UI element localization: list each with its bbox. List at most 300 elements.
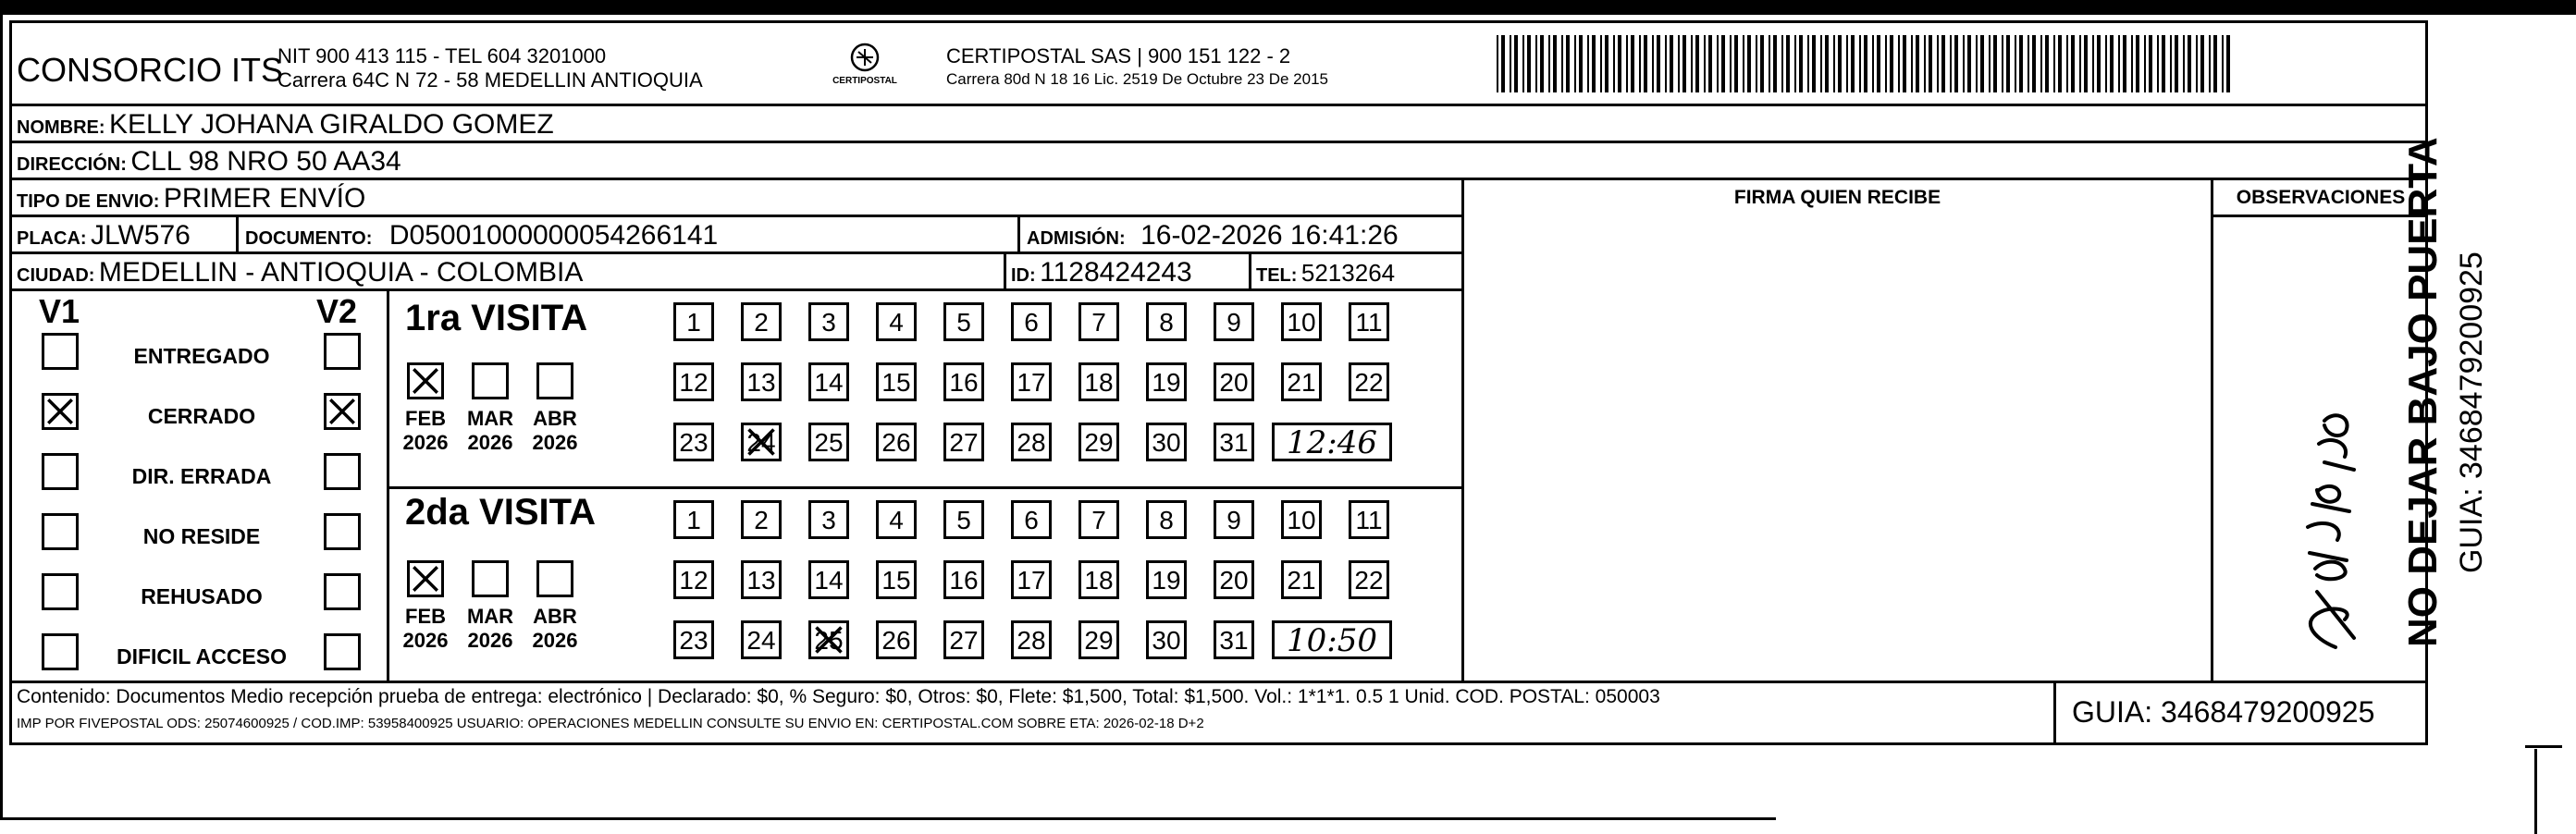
month-label xyxy=(527,605,583,653)
day-number: 2 xyxy=(754,506,769,534)
day-box[interactable] xyxy=(741,560,782,599)
day-box[interactable] xyxy=(1214,560,1254,599)
day-number: 18 xyxy=(1084,566,1114,595)
month-year: 2026 xyxy=(402,431,449,454)
first-visit-label: 1ra VISITA xyxy=(405,298,588,338)
day-box[interactable] xyxy=(1349,500,1389,539)
footer-guia: GUIA: 3468479200925 xyxy=(2072,695,2375,729)
day-number: 30 xyxy=(1152,626,1181,655)
barcode-bar xyxy=(1916,35,1919,92)
day-box[interactable] xyxy=(1349,302,1389,341)
month-name: MAR xyxy=(466,605,514,628)
day-box[interactable] xyxy=(943,423,984,461)
barcode-bar xyxy=(1769,35,1770,92)
barcode-bar xyxy=(2015,35,2016,92)
day-number: 11 xyxy=(1355,308,1383,337)
barcode-bar xyxy=(1929,35,1932,92)
month-label xyxy=(398,407,453,455)
barcode-bar xyxy=(1993,35,1997,92)
check-x-icon xyxy=(327,396,358,427)
barcode-bar xyxy=(1665,35,1667,92)
barcode-bar xyxy=(2123,35,2126,92)
day-number: 21 xyxy=(1287,368,1316,397)
carrier-license: Carrera 80d N 18 16 Lic. 2519 De Octubre 23 De 2015 xyxy=(946,70,1328,88)
v2-checkbox[interactable] xyxy=(324,393,361,430)
day-number: 2 xyxy=(754,308,769,337)
barcode-bar xyxy=(2028,35,2029,92)
company-nit: NIT 900 413 115 - TEL 604 3201000 xyxy=(277,44,607,67)
day-number: 16 xyxy=(949,368,979,397)
day-number: 23 xyxy=(679,428,709,457)
handwriting-strokes xyxy=(2308,415,2354,647)
row-placa xyxy=(17,220,191,251)
day-box[interactable] xyxy=(943,500,984,539)
barcode-bar xyxy=(1652,35,1654,92)
sep-header xyxy=(9,104,2428,106)
status-label: NO RESIDE xyxy=(142,524,261,548)
left-edge-line xyxy=(0,0,3,817)
barcode-bar xyxy=(1704,35,1706,92)
status-label: DIFICIL ACCESO xyxy=(116,644,287,668)
handwritten-time-box[interactable] xyxy=(1272,423,1392,461)
firma-header: FIRMA QUIEN RECIBE xyxy=(1733,187,1941,208)
day-box[interactable] xyxy=(943,362,984,401)
day-box[interactable] xyxy=(876,560,917,599)
barcode-bar xyxy=(1877,35,1880,92)
check-x-icon xyxy=(811,623,846,656)
admision-value: 16-02-2026 16:41:26 xyxy=(1140,220,1399,251)
check-x-icon xyxy=(44,396,76,427)
barcode-bar xyxy=(2006,35,2010,92)
barcode-bar xyxy=(2213,35,2217,92)
documento-label: DOCUMENTO: xyxy=(245,228,373,249)
month-year: 2026 xyxy=(402,629,449,652)
barcode-bar xyxy=(1885,35,1887,92)
barcode-bar xyxy=(1721,35,1725,92)
day-mark xyxy=(744,425,779,459)
documento-value: D05001000000054266141 xyxy=(388,220,719,251)
month-name: ABR xyxy=(533,407,577,430)
handwritten-time: 10:50 xyxy=(1287,622,1377,659)
barcode-bar xyxy=(1872,35,1874,92)
day-number: 14 xyxy=(814,368,844,397)
vsep-id xyxy=(1004,251,1006,288)
day-number: 30 xyxy=(1152,428,1181,457)
barcode-bar xyxy=(1566,35,1570,92)
vsep-status xyxy=(387,288,389,681)
day-box[interactable] xyxy=(1214,302,1254,341)
day-box[interactable] xyxy=(1011,500,1052,539)
tipo-envio-value: PRIMER ENVÍO xyxy=(163,183,366,214)
barcode-bar xyxy=(1691,35,1693,92)
status-label: REHUSADO xyxy=(141,584,263,608)
day-number: 6 xyxy=(1024,506,1039,534)
day-number: 1 xyxy=(686,506,701,534)
barcode-bar xyxy=(2222,35,2224,92)
barcode-bar xyxy=(2188,35,2191,92)
day-number: 9 xyxy=(1226,506,1241,534)
barcode-bar xyxy=(2144,35,2146,92)
month-checkbox[interactable] xyxy=(407,560,444,597)
day-box[interactable] xyxy=(808,620,849,659)
day-box[interactable] xyxy=(808,362,849,401)
admision-label: ADMISIÓN: xyxy=(1027,228,1126,249)
day-number: 28 xyxy=(1017,626,1046,655)
barcode-bar xyxy=(1631,35,1634,92)
day-number: 28 xyxy=(1017,428,1046,457)
row-tipo-envio xyxy=(17,183,365,215)
barcode-bar xyxy=(2196,35,2198,92)
month-checkbox[interactable] xyxy=(472,362,509,399)
certipostal-logo xyxy=(823,39,906,94)
day-number: 13 xyxy=(746,566,776,595)
barcode-bar xyxy=(1497,35,1498,92)
barcode-bar xyxy=(2084,35,2088,92)
v1-label: V1 xyxy=(39,292,80,330)
observaciones-header: OBSERVACIONES xyxy=(2236,187,2406,208)
day-number: 31 xyxy=(1219,428,1249,457)
day-box[interactable] xyxy=(808,423,849,461)
right-corner-line xyxy=(2525,745,2562,748)
barcode-bar xyxy=(1695,35,1699,92)
sep-nombre xyxy=(9,141,2428,143)
day-box[interactable] xyxy=(1146,423,1187,461)
day-number: 26 xyxy=(881,626,911,655)
barcode-bar xyxy=(1820,35,1822,92)
day-number: 25 xyxy=(814,428,844,457)
barcode-bar xyxy=(1501,35,1505,92)
barcode-bar xyxy=(1730,35,1732,92)
day-box[interactable] xyxy=(876,500,917,539)
day-box[interactable] xyxy=(1214,362,1254,401)
barcode-bar xyxy=(2200,35,2204,92)
barcode-bar xyxy=(2079,35,2081,92)
day-box[interactable] xyxy=(1011,620,1052,659)
id-label: ID: xyxy=(1011,265,1036,286)
day-box[interactable] xyxy=(1078,302,1119,341)
day-box[interactable] xyxy=(943,302,984,341)
observaciones-text xyxy=(2220,647,2225,648)
certipostal-logo-text: CERTIPOSTAL xyxy=(832,76,897,86)
barcode-bar xyxy=(1747,35,1751,92)
day-box[interactable] xyxy=(943,620,984,659)
barcode-bar xyxy=(1600,35,1602,92)
month-checkbox[interactable] xyxy=(407,362,444,399)
barcode-bar xyxy=(2209,35,2211,92)
barcode xyxy=(1497,35,2237,92)
v2-checkbox[interactable] xyxy=(324,573,361,610)
barcode-bar xyxy=(1760,35,1764,92)
ciudad-label: CIUDAD: xyxy=(17,265,95,286)
vsep-firma xyxy=(1461,178,1464,681)
vsep-admision xyxy=(1017,215,1020,251)
barcode-bar xyxy=(1592,35,1596,92)
barcode-bar xyxy=(2097,35,2101,92)
day-number: 29 xyxy=(1084,428,1114,457)
month-label xyxy=(398,605,453,653)
barcode-bar xyxy=(1657,35,1660,92)
day-number: 25 xyxy=(814,626,844,655)
barcode-bar xyxy=(2053,35,2055,92)
vsep-guia xyxy=(2053,681,2056,745)
day-box[interactable] xyxy=(808,302,849,341)
v2-checkbox[interactable] xyxy=(324,453,361,490)
barcode-bar xyxy=(2110,35,2114,92)
day-number: 21 xyxy=(1287,566,1316,595)
day-box[interactable] xyxy=(1078,560,1119,599)
day-box[interactable] xyxy=(1281,302,1322,341)
day-box[interactable] xyxy=(808,560,849,599)
barcode-bar xyxy=(2105,35,2107,92)
barcode-bar xyxy=(2149,35,2152,92)
day-number: 16 xyxy=(949,566,979,595)
barcode-bar xyxy=(1963,35,1965,92)
day-number: 19 xyxy=(1152,368,1181,397)
day-box[interactable] xyxy=(1214,423,1254,461)
day-box[interactable] xyxy=(1146,362,1187,401)
tel-group xyxy=(1256,259,1395,288)
day-box[interactable] xyxy=(1011,423,1052,461)
barcode-bar xyxy=(1807,35,1809,92)
barcode-bar xyxy=(1644,35,1647,92)
barcode-bar xyxy=(1838,35,1842,92)
barcode-bar xyxy=(2118,35,2120,92)
barcode-bar xyxy=(1924,35,1926,92)
barcode-bar xyxy=(1670,35,1673,92)
month-label xyxy=(462,605,518,653)
day-box[interactable] xyxy=(673,500,714,539)
barcode-bar xyxy=(1903,35,1906,92)
barcode-bar xyxy=(1527,35,1531,92)
barcode-bar xyxy=(2032,35,2036,92)
barcode-bar xyxy=(2040,35,2042,92)
company-name: CONSORCIO ITS xyxy=(17,51,284,89)
day-box[interactable] xyxy=(1078,423,1119,461)
day-number: 4 xyxy=(889,308,904,337)
day-number: 11 xyxy=(1355,506,1383,534)
day-box[interactable] xyxy=(1146,302,1187,341)
day-box[interactable] xyxy=(1078,500,1119,539)
day-number: 29 xyxy=(1084,626,1114,655)
month-checkbox[interactable] xyxy=(536,560,573,597)
barcode-bar xyxy=(1510,35,1511,92)
check-x-icon xyxy=(410,563,441,595)
v2-checkbox[interactable] xyxy=(324,633,361,670)
month-label xyxy=(527,407,583,455)
barcode-bar xyxy=(2183,35,2185,92)
barcode-bar xyxy=(1825,35,1829,92)
nombre-label: NOMBRE: xyxy=(17,117,105,138)
handwritten-time-box[interactable] xyxy=(1272,620,1392,659)
barcode-bar xyxy=(1514,35,1518,92)
barcode-bar xyxy=(1851,35,1855,92)
tipo-envio-label: TIPO DE ENVIO: xyxy=(17,191,160,212)
certipostal-logo-icon xyxy=(823,39,906,94)
day-number: 27 xyxy=(949,428,979,457)
barcode-bar xyxy=(1522,35,1524,92)
barcode-bar xyxy=(2066,35,2068,92)
day-number: 8 xyxy=(1159,308,1174,337)
day-box[interactable] xyxy=(741,500,782,539)
status-label: CERRADO xyxy=(147,404,256,428)
barcode-bar xyxy=(1639,35,1641,92)
id-value: 1128424243 xyxy=(1040,257,1192,288)
barcode-bar xyxy=(2092,35,2094,92)
day-box[interactable] xyxy=(876,362,917,401)
day-box[interactable] xyxy=(1078,362,1119,401)
day-box[interactable] xyxy=(741,302,782,341)
day-box[interactable] xyxy=(808,500,849,539)
barcode-bar xyxy=(1941,35,1945,92)
day-box[interactable] xyxy=(1281,500,1322,539)
month-checkbox[interactable] xyxy=(536,362,573,399)
barcode-bar xyxy=(1548,35,1550,92)
barcode-bar xyxy=(1605,35,1608,92)
direccion-value: CLL 98 NRO 50 AA34 xyxy=(130,146,401,177)
footer-imp: IMP POR FIVEPOSTAL ODS: 25074600925 / COD.IMP: 53958400925 USUARIO: OPERACIONES MEDELLIN CONSULTE SU ENVIO EN: CERTIPOSTAL.COM SOBRE ETA: 2026-02-18 D+2 xyxy=(17,716,1204,731)
barcode-bar xyxy=(1950,35,1952,92)
day-box[interactable] xyxy=(1011,302,1052,341)
month-name: MAR xyxy=(466,407,514,430)
v2-label: V2 xyxy=(316,292,358,330)
day-number: 10 xyxy=(1287,308,1316,337)
month-year: 2026 xyxy=(532,431,578,454)
barcode-bar xyxy=(1812,35,1816,92)
v2-checkbox[interactable] xyxy=(324,333,361,370)
row-nombre xyxy=(17,109,554,141)
day-box[interactable] xyxy=(673,423,714,461)
day-box[interactable] xyxy=(876,620,917,659)
day-number: 3 xyxy=(821,308,836,337)
barcode-bar xyxy=(1911,35,1913,92)
month-name: FEB xyxy=(405,605,446,628)
sep-placa xyxy=(9,251,1463,254)
day-box[interactable] xyxy=(741,423,782,461)
second-visit-label: 2da VISITA xyxy=(405,492,596,533)
barcode-bar xyxy=(2058,35,2062,92)
barcode-bar xyxy=(2136,35,2139,92)
day-number: 7 xyxy=(1091,308,1106,337)
day-number: 8 xyxy=(1159,506,1174,534)
day-number: 15 xyxy=(881,368,911,397)
barcode-bar xyxy=(1833,35,1835,92)
day-box[interactable] xyxy=(673,302,714,341)
barcode-bar xyxy=(1756,35,1757,92)
bottom-edge-line xyxy=(0,817,1776,820)
day-number: 19 xyxy=(1152,566,1181,595)
day-box[interactable] xyxy=(1349,560,1389,599)
sep-tipo xyxy=(9,215,1463,217)
day-box[interactable] xyxy=(673,362,714,401)
barcode-bar xyxy=(1989,35,1991,92)
day-number: 12 xyxy=(679,566,709,595)
day-number: 14 xyxy=(814,566,844,595)
day-number: 5 xyxy=(956,506,971,534)
side-guia-text: GUIA: 3468479200925 xyxy=(2454,251,2489,573)
carrier-info: CERTIPOSTAL SAS | 900 151 122 - 2 xyxy=(946,44,1291,67)
day-box[interactable] xyxy=(1146,620,1187,659)
barcode-bar xyxy=(1937,35,1939,92)
company-address: Carrera 64C N 72 - 58 MEDELLIN ANTIOQUIA xyxy=(277,68,703,92)
barcode-bar xyxy=(2045,35,2049,92)
nombre-value: KELLY JOHANA GIRALDO GOMEZ xyxy=(109,109,554,140)
day-box[interactable] xyxy=(673,620,714,659)
barcode-bar xyxy=(1561,35,1563,92)
status-label: ENTREGADO xyxy=(133,344,270,368)
day-number: 13 xyxy=(746,368,776,397)
month-checkbox[interactable] xyxy=(472,560,509,597)
side-no-dejar xyxy=(2396,0,2451,647)
day-box[interactable] xyxy=(1078,620,1119,659)
barcode-bar xyxy=(1553,35,1557,92)
day-number: 22 xyxy=(1354,368,1384,397)
day-box[interactable] xyxy=(876,423,917,461)
day-box[interactable] xyxy=(673,560,714,599)
barcode-bar xyxy=(1976,35,1978,92)
day-box[interactable] xyxy=(876,302,917,341)
barcode-bar xyxy=(1587,35,1589,92)
barcode-bar xyxy=(2170,35,2172,92)
day-box[interactable] xyxy=(1349,362,1389,401)
barcode-bar xyxy=(1682,35,1686,92)
v2-checkbox[interactable] xyxy=(324,513,361,550)
barcode-bar xyxy=(1579,35,1583,92)
day-number: 15 xyxy=(881,566,911,595)
month-year: 2026 xyxy=(532,629,578,652)
footer-contenido: Contenido: Documentos Medio recepción prueba de entrega: electrónico | Declarado: $0, % Seguro: $0, Otros: $0, Flete: $1,500, Total: $1,500. Vol.: 1*1*1. 0.5 1 Unid. COD. POSTAL: 050003 xyxy=(17,686,1660,707)
tel-label: TEL: xyxy=(1256,265,1298,286)
day-box[interactable] xyxy=(741,362,782,401)
day-number: 20 xyxy=(1219,566,1249,595)
day-number: 4 xyxy=(889,506,904,534)
barcode-bar xyxy=(1781,35,1783,92)
day-box[interactable] xyxy=(1011,362,1052,401)
row-ciudad xyxy=(17,257,583,288)
barcode-bar xyxy=(2131,35,2133,92)
day-box[interactable] xyxy=(741,620,782,659)
no-dejar-text: NO DEJAR BAJO PUERTA xyxy=(2400,137,2446,647)
day-box[interactable] xyxy=(1146,560,1187,599)
barcode-bar xyxy=(1626,35,1628,92)
day-number: 1 xyxy=(686,308,701,337)
day-number: 12 xyxy=(679,368,709,397)
month-year: 2026 xyxy=(467,629,513,652)
day-number: 3 xyxy=(821,506,836,534)
day-box[interactable] xyxy=(1214,500,1254,539)
barcode-bar xyxy=(2071,35,2075,92)
day-box[interactable] xyxy=(1011,560,1052,599)
barcode-bar xyxy=(1708,35,1712,92)
day-number: 9 xyxy=(1226,308,1241,337)
day-number: 22 xyxy=(1354,566,1384,595)
day-box[interactable] xyxy=(1146,500,1187,539)
day-number: 23 xyxy=(679,626,709,655)
day-box[interactable] xyxy=(1281,362,1322,401)
vsep-obs xyxy=(2211,178,2213,681)
day-box[interactable] xyxy=(1214,620,1254,659)
placa-value: JLW576 xyxy=(91,220,191,251)
id-group xyxy=(1011,257,1192,288)
documento-group xyxy=(245,220,718,251)
day-box[interactable] xyxy=(1281,560,1322,599)
barcode-bar xyxy=(1786,35,1790,92)
barcode-bar xyxy=(1773,35,1777,92)
right-edge-line xyxy=(2534,749,2537,834)
tel-value: 5213264 xyxy=(1300,259,1396,287)
month-name: ABR xyxy=(533,605,577,628)
day-box[interactable] xyxy=(943,560,984,599)
day-number: 10 xyxy=(1287,506,1316,534)
